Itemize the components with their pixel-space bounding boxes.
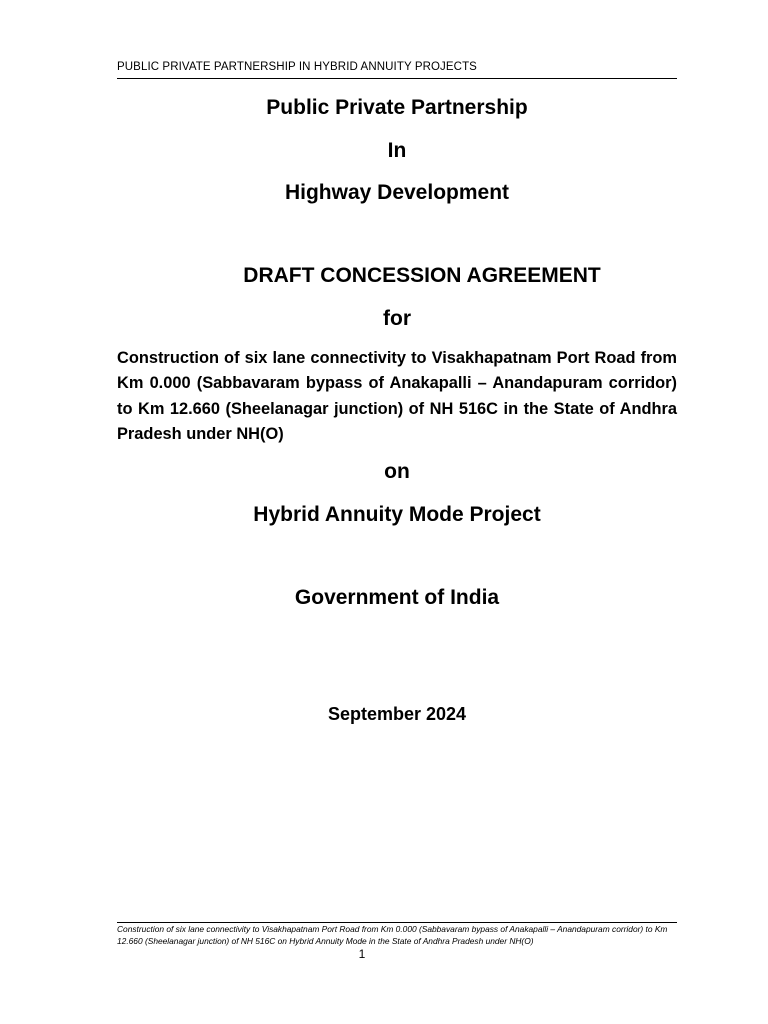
for-label: for bbox=[383, 307, 411, 330]
authority-name: Government of India bbox=[294, 586, 500, 609]
page-number: 1 bbox=[358, 947, 366, 961]
header-rule bbox=[117, 78, 677, 79]
document-date: September 2024 bbox=[327, 704, 467, 724]
footer-note: Construction of six lane connectivity to Visakhapatnam Port Road from Km 0.000 (Sabbavaram bypass of Anakapalli – Anandapuram corridor) to Km 12.660 (Sheelanagar junction) of NH 516C on Hybrid Annuity Mode in the State of Andhra Pradesh under NH(O) bbox=[117, 924, 668, 946]
on-label: on bbox=[384, 460, 410, 483]
cover-title-line-2: In bbox=[387, 139, 407, 162]
project-description: Construction of six lane connectivity to Visakhapatnam Port Road from Km 0.000 (Sabbavaram bypass of Anakapalli – Anandapuram corridor) to Km 12.660 (Sheelanagar junction) of NH 516C in the State of Andhra Pradesh under NH(O) bbox=[117, 349, 677, 443]
cover-title-line-3: Highway Development bbox=[284, 181, 510, 204]
project-mode: Hybrid Annuity Mode Project bbox=[253, 503, 541, 526]
cover-title-line-1: Public Private Partnership bbox=[266, 96, 528, 119]
footer-rule bbox=[117, 922, 677, 923]
agreement-title: DRAFT CONCESSION AGREEMENT bbox=[243, 264, 601, 287]
running-header: PUBLIC PRIVATE PARTNERSHIP IN HYBRID ANNUITY PROJECTS bbox=[117, 61, 477, 73]
